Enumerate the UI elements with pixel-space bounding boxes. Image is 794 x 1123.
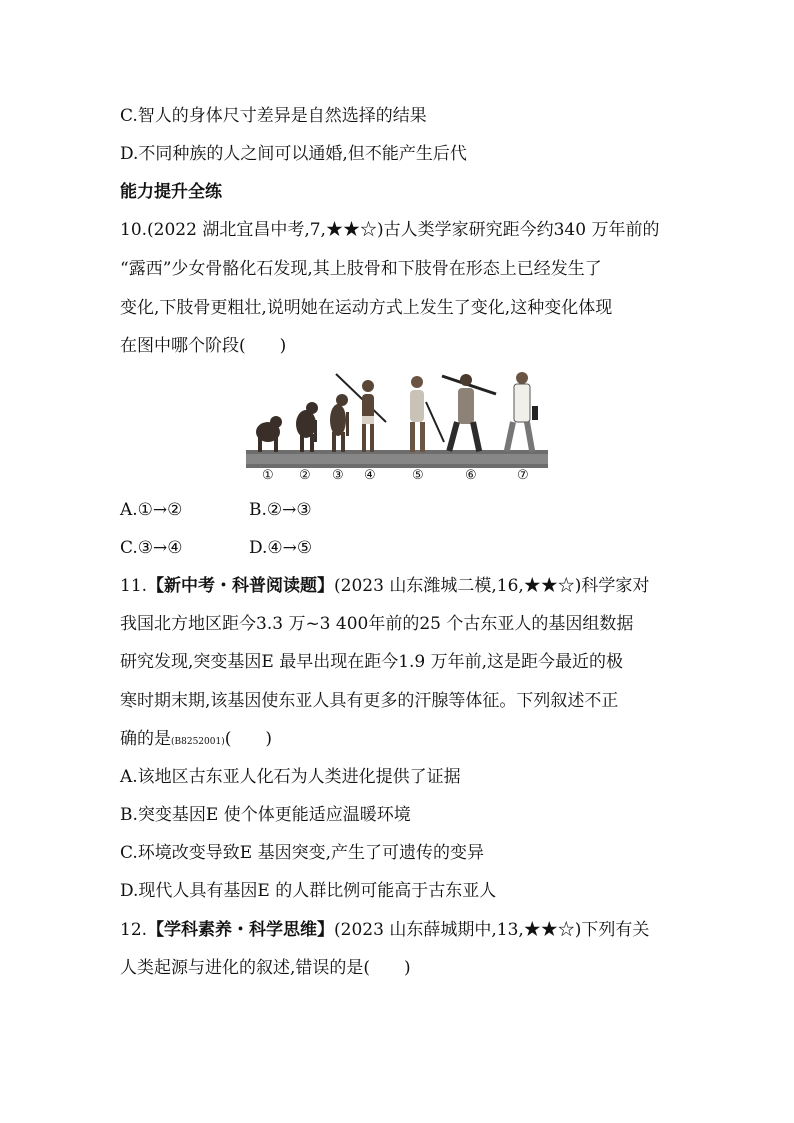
stage-label-4: ④ <box>364 468 376 483</box>
q10-line-4: 在图中哪个阶段( ) <box>120 336 287 356</box>
q11-line-5 <box>120 727 272 754</box>
q10-option-b: B.②→③ <box>249 500 312 520</box>
q12-line-2: 人类起源与进化的叙述,错误的是( ) <box>120 958 411 978</box>
option-d-previous: D.不同种族的人之间可以通婚,但不能产生后代 <box>120 144 467 164</box>
q11-line-5-pre: 确的是 <box>120 729 171 749</box>
q10-line-3: 变化,下肢骨更粗壮,说明她在运动方式上发生了变化,这种变化体现 <box>120 298 613 318</box>
stage-label-5: ⑤ <box>412 468 424 483</box>
section-heading: 能力提升全练 <box>120 182 222 202</box>
q10-line-2: “露西”少女骨骼化石发现,其上肢骨和下肢骨在形态上已经发生了 <box>120 259 602 279</box>
q11-tag: 【新中考・科普阅读题】 <box>147 576 335 596</box>
q11-option-a: A.该地区古东亚人化石为人类进化提供了证据 <box>120 767 461 787</box>
q10-option-d: D.④→⑤ <box>249 538 313 558</box>
figure-6-human <box>442 374 496 452</box>
q11-option-b: B.突变基因E 使个体更能适应温暖环境 <box>120 805 411 825</box>
figure-5-early-human <box>410 376 444 452</box>
stage-label-6: ⑥ <box>465 468 477 483</box>
figure-7-modern-human <box>504 372 538 452</box>
q12-line-1-rest: (2023 山东薛城期中,13,★★☆)下列有关 <box>334 920 650 940</box>
q11-line-5-post: ( ) <box>224 729 272 749</box>
stage-label-1: ① <box>262 468 274 483</box>
stage-label-2: ② <box>299 468 311 483</box>
q10-option-a: A.①→② <box>120 500 183 520</box>
q11-line-3: 研究发现,突变基因E 最早出现在距今1.9 万年前,这是距今最近的极 <box>120 652 624 672</box>
stage-label-7: ⑦ <box>517 468 529 483</box>
q10-option-c: C.③→④ <box>120 538 183 558</box>
option-c-previous: C.智人的身体尺寸差异是自然选择的结果 <box>120 106 427 126</box>
q12-line-1 <box>120 918 649 942</box>
q11-option-d: D.现代人具有基因E 的人群比例可能高于古东亚人 <box>120 881 497 901</box>
figure-3-hominid <box>330 394 349 452</box>
q11-line-4: 寒时期末期,该基因使东亚人具有更多的汗腺等体征。下列叙述不正 <box>120 691 619 711</box>
q11-number: 11. <box>120 576 148 596</box>
figure-1-ape <box>256 416 282 452</box>
q12-tag: 【学科素养・科学思维】 <box>147 920 335 940</box>
q11-option-c: C.环境改变导致E 基因突变,产生了可遗传的变异 <box>120 843 485 863</box>
q11-line-1 <box>120 574 649 598</box>
q11-line-1-rest: (2023 山东潍城二模,16,★★☆)科学家对 <box>334 576 650 596</box>
stage-label-3: ③ <box>332 468 344 483</box>
figure-2-ape <box>296 402 318 452</box>
q11-code: (B8252001) <box>171 737 225 747</box>
q11-line-2: 我国北方地区距今3.3 万~3 400年前的25 个古东亚人的基因组数据 <box>120 614 634 634</box>
q10-line-1: 10.(2022 湖北宜昌中考,7,★★☆)古人类学家研究距今约340 万年前的 <box>120 220 660 240</box>
q12-number: 12. <box>120 920 148 940</box>
figure-stage-labels <box>246 468 548 488</box>
